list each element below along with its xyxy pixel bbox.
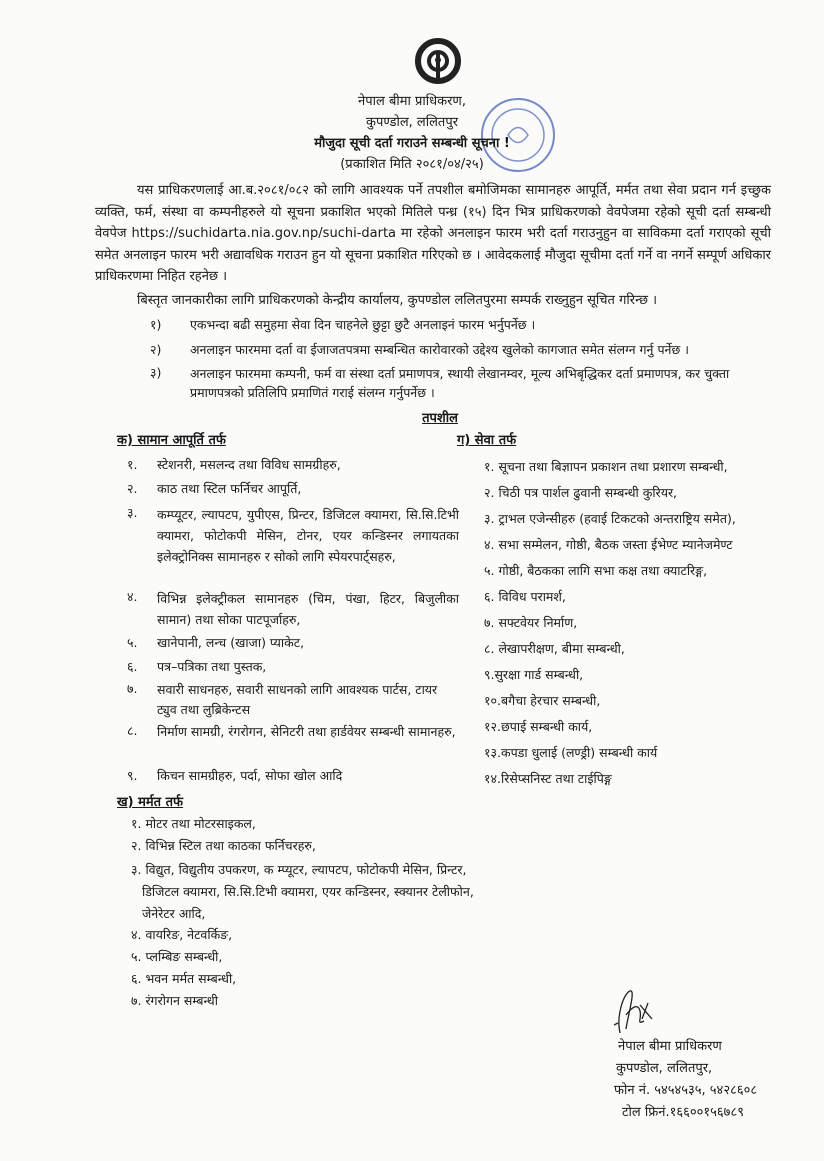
repair-heading: ख) मर्मत तर्फ — [117, 795, 184, 810]
nia-logo-icon — [415, 38, 461, 84]
service-item: १०.बगैचा हेरचार सम्बन्धी, — [484, 693, 601, 708]
repair-item: २. विभिन्न स्टिल तथा काठका फर्निचरहरु, — [131, 838, 316, 853]
schedule-title: तपशील — [422, 411, 458, 426]
notice-title: मौजुदा सूची दर्ता गराउने सम्बन्धी सूचना ! — [314, 136, 510, 151]
service-item: १. सूचना तथा बिज्ञापन प्रकाशन तथा प्रशारण सम्बन्धी, — [484, 459, 728, 474]
footer-address: कुपण्डोल, ललितपुर, — [616, 1061, 713, 1076]
service-item: ३. ट्राभल एजेन्सीहरु (हवाई टिकटको अन्तराष्ट्रिय समेत), — [484, 511, 736, 526]
service-item: ६. विविध परामर्श, — [484, 589, 566, 604]
supply-item: ७. सवारी साधनहरु, सवारी साधनको लागि आवश्यक पार्टस, टायर ट्युव तथा लुब्रिकेन्टस — [127, 681, 438, 717]
repair-item: ३. विद्युत, विद्युतीय उपकरण, क म्प्यूटर, ल्यापटप, फोटोकपी मेसिन, प्रिन्टर, डिजिटल क्यामरा, सि.सि.टिभी क्यामरा, एयर कन्डिस्नर, स्क्यानर टेलीफोन, जेनेरेटर आदि, — [131, 862, 474, 921]
repair-item: १. मोटर तथा मोटरसाइकल, — [131, 816, 256, 831]
repair-item: ६. भवन मर्मत सम्बन्धी, — [131, 971, 237, 986]
supply-item: ३. कम्प्यूटर, ल्यापटप, युपीएस, प्रिन्टर, डिजिटल क्यामरा, सि.सि.टिभी क्यामरा, फोटोकपी मेसिन, टोनर, एयर कन्डिस्नर लगायतका इलेक्ट्रोनिक्स सामानहरु र सोको लागि स्पेयरपार्ट्सहरु, — [127, 505, 459, 564]
note-item: ३) अनलाइन फारममा कम्पनी, फर्म वा संस्था दर्ता प्रमाणपत्र, स्थायी लेखानम्वर, मूल्य अभिबृद्धिकर दर्ता प्रमाणपत्र, कर चुक्ता प्रमाणपत्रको प्रतिलिपि प्रमाणितं गराई संलग्न गर्नुपर्नेछ । — [150, 365, 730, 400]
service-item: २. चिठी पत्र पार्शल ढुवानी सम्बन्धी कुरियर, — [484, 485, 678, 500]
org-address: कुपण्डोल, ललितपुर — [365, 115, 459, 130]
intro-paragraph: यस प्राधिकरणलाई आ.ब.२०८१/०८२ को लागि आवश्यक पर्ने तपशील बमोजिमका सामानहरु आपूर्ति, मर्मत तथा सेवा प्रदान गर्न इच्छुक व्यक्ति, फर्म, संस्था वा कम्पनीहरुले यो सूचना प्रकाशित भएको मितिले पन्ध्र (१५) दिन भित्र प्राधिकरणको वेवपेजमा रहेको सूची दर्ता सम्बन्धी वेवपेज https://suchidarta.nia.gov.np/suchi-darta मा रहेको अनलाइन फारम भरी दर्ता गराउनुहुन वा साविकमा दर्ता गराएको सूची समेत अनलाइन फारम भरी अद्यावधिक गराउन हुन यो सूचना प्रकाशित गरिएको छ । आवेदकलाई मौजुदा सूचीमा दर्ता गर्ने वा नगर्ने सम्पूर्ण अधिकार प्राधिकरणमा निहित रहनेछ । — [95, 183, 771, 284]
signature-icon — [606, 985, 666, 1037]
service-item: ५. गोष्ठी, बैठकका लागि सभा कक्ष तथा क्याटरिङ्ग, — [484, 563, 708, 578]
footer-org-name: नेपाल बीमा प्राधिकरण — [618, 1039, 722, 1054]
service-item: १४.रिसेप्सनिस्ट तथा टाईपिङ्ग — [484, 771, 612, 786]
contact-paragraph: बिस्तृत जानकारीका लागि प्राधिकरणको केन्द्रीय कार्यालय, कुपण्डोल ललितपुरमा सम्पर्क राख्नुहुन सूचित गरिन्छ । — [137, 293, 657, 308]
service-item: ८. लेखापरीक्षण, बीमा सम्बन्धी, — [484, 641, 625, 656]
service-item: १२.छपाई सम्बन्धी कार्य, — [484, 719, 593, 734]
supply-item: ४. विभिन्न इलेक्ट्रीकल सामानहरु (चिम, पंखा, हिटर, बिजुलीका सामान) तथा सोका पाटपूर्जाहरु, — [127, 589, 459, 627]
service-heading: ग) सेवा तर्फ — [457, 433, 517, 448]
supply-heading: क) सामान आपूर्ति तर्फ — [117, 433, 226, 448]
service-item: ७. सफ्टवेयर निर्माण, — [484, 615, 578, 630]
repair-item: ४. वायरिङ, नेटवर्किङ, — [131, 927, 233, 942]
service-item: ४. सभा सम्मेलन, गोष्ठी, बैठक जस्ता ईभेण्ट म्यानेजमेण्ट — [484, 537, 733, 552]
footer-tollfree: टोल फ्रिनं.१६६००१५६७८९ — [622, 1105, 744, 1120]
service-item: ९.सुरक्षा गार्ड सम्बन्धी, — [484, 667, 584, 682]
publish-date: (प्रकाशित मिति २०८१/०४/२५) — [340, 157, 484, 172]
repair-item: ७. रंगरोगन सम्बन्धी — [131, 993, 218, 1008]
org-name: नेपाल बीमा प्राधिकरण, — [358, 94, 466, 109]
service-item: १३.कपडा धुलाई (लण्ड्री) सम्बन्धी कार्य — [484, 745, 658, 760]
footer-phone: फोन नं. ५४५४५३५, ५४२८६०८ — [614, 1083, 758, 1098]
supply-item: ८. निर्माण सामग्री, रंगरोगन, सेनिटरी तथा हार्डवेयर सम्बन्धी सामानहरु, — [127, 723, 456, 739]
repair-item: ५. प्लम्बिङ सम्बन्धी, — [131, 949, 223, 964]
